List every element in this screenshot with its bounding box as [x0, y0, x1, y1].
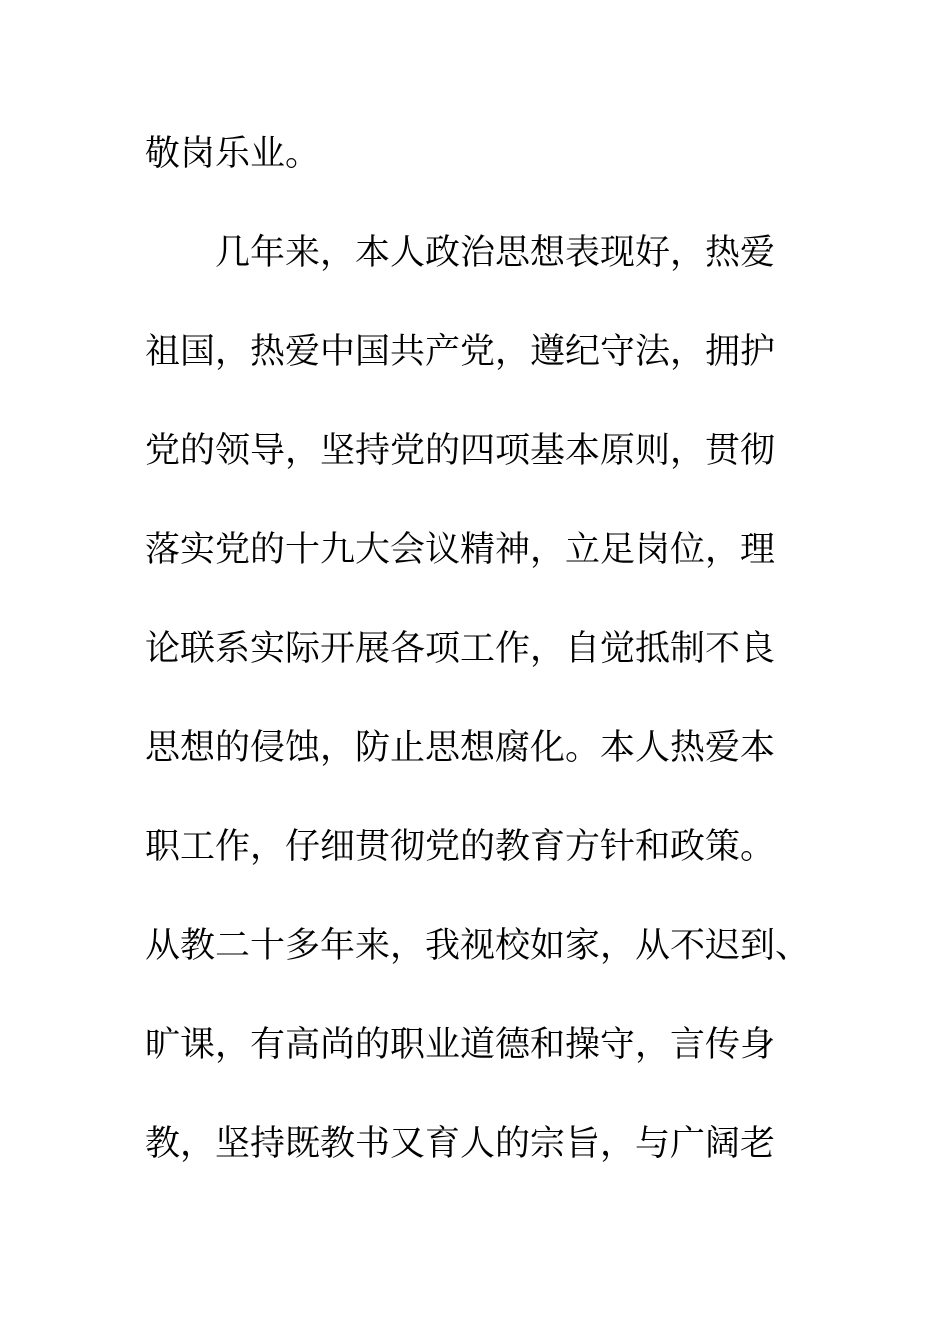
text-line: 教，坚持既教书又育人的宗旨，与广阔老 [145, 1124, 776, 1164]
text-line: 论联系实际开展各项工作，自觉抵制不良 [145, 629, 776, 669]
text-line: 从教二十多年来，我视校如家，从不迟到、 [145, 926, 811, 966]
text-line: 敬岗乐业。 [145, 134, 321, 174]
body-text [145, 118, 815, 1207]
text-line: 党的领导，坚持党的四项基本原则，贯彻 [145, 431, 776, 471]
text-line: 旷课，有高尚的职业道德和操守，言传身 [145, 1025, 776, 1065]
text-line: 职工作，仔细贯彻党的教育方针和政策。 [145, 827, 776, 867]
text-line: 祖国，热爱中国共产党，遵纪守法，拥护 [145, 332, 776, 372]
text-line: 思想的侵蚀，防止思想腐化。本人热爱本 [145, 728, 776, 768]
text-line: 落实党的十九大会议精神，立足岗位，理 [145, 530, 776, 570]
text-line: 几年来，本人政治思想表现好，热爱 [215, 233, 776, 273]
